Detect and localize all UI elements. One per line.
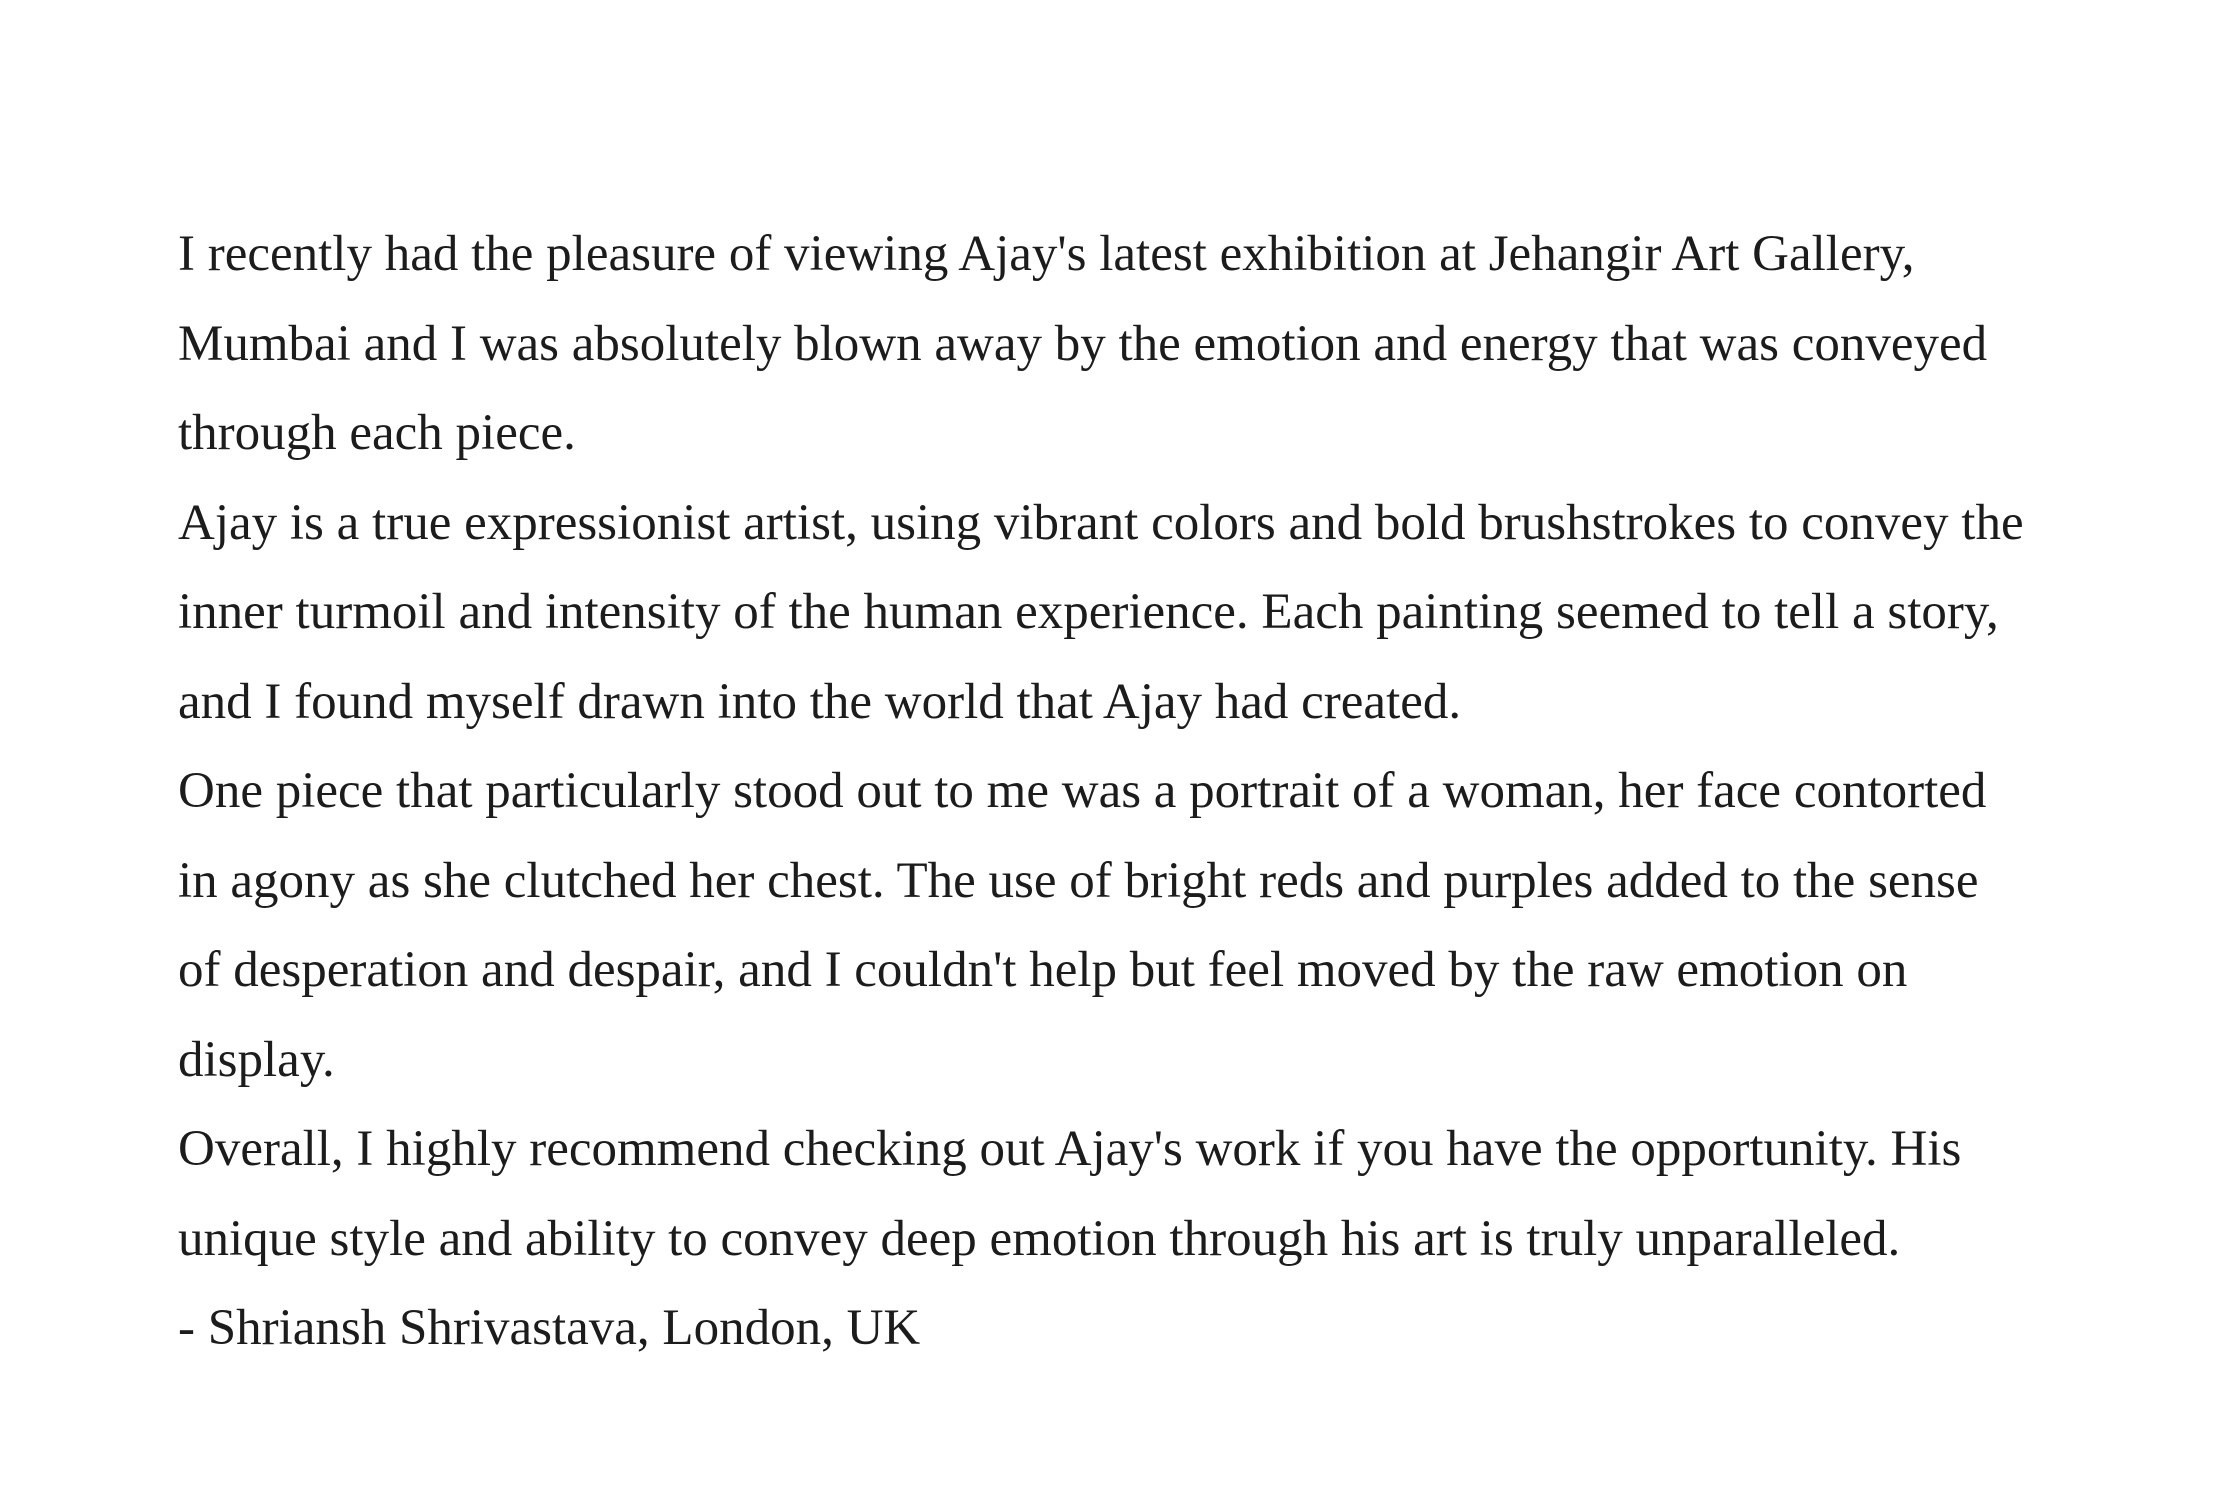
paragraph-line: in agony as she clutched her chest. The use of bright reds and purples added to the sense (178, 852, 1979, 909)
paragraph-line: I recently had the pleasure of viewing Ajay's latest exhibition at Jehangir Art Gallery, (178, 226, 1915, 282)
paragraph-line: inner turmoil and intensity of the human experience. Each painting seemed to tell a story, (178, 584, 1999, 640)
paragraph-line: Mumbai and I was absolutely blown away by the emotion and energy that was conveyed (178, 315, 1988, 372)
paragraph-line: and I found myself drawn into the world that Ajay had created. (178, 673, 1462, 730)
paragraph-line: Ajay is a true expressionist artist, using vibrant colors and bold brushstrokes to convey the (178, 494, 2024, 551)
testimonial-text (178, 210, 2098, 1374)
paragraph-line: through each piece. (178, 405, 576, 461)
paragraph-line: display. (178, 1031, 335, 1088)
paragraph-line: One piece that particularly stood out to me was a portrait of a woman, her face contorted (178, 763, 1987, 819)
paragraph-line: unique style and ability to convey deep emotion through his art is truly unparalleled. (178, 1210, 1901, 1267)
paragraph-line: of desperation and despair, and I couldn't help but feel moved by the raw emotion on (178, 942, 1908, 998)
signature: - Shriansh Shrivastava, London, UK (178, 1300, 921, 1356)
paragraph-line: Overall, I highly recommend checking out Ajay's work if you have the opportunity. His (178, 1121, 1962, 1177)
